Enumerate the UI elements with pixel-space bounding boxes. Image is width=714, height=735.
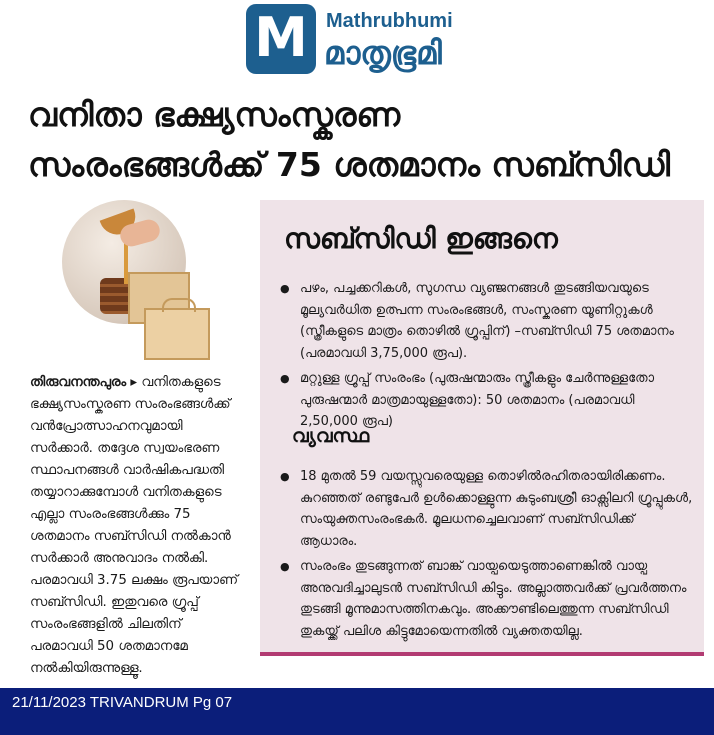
- dateline: തിരുവനന്തപുരം: [30, 375, 127, 390]
- list-item: ● സംരംഭം തുടങ്ങുന്നത് ബാങ്ക് വായ്പയെടുത്താണെങ്കിൽ വായ്പ അനുവദിച്ചാലുടൻ സബ്സിഡി കിട്ടും. അല്ലാത്തവർക്ക് പ്രവർത്തനം തുടങ്ങി മൂന്നുമാസത്തിനകവും. അക്കൗണ്ടിലെത്തുന്ന സബ്സിഡി തുകയ്ക്ക് പലിശ കിട്ടുമോയെന്നതിൽ വ്യക്തതയില്ല.: [274, 556, 694, 642]
- headline-line-1: വനിതാ ഭക്ഷ്യസംസ്കരണ: [28, 95, 401, 134]
- dateline-marker: ▸: [130, 375, 138, 390]
- headline-line-2: സംരംഭങ്ങൾക്ക് 75 ശതമാനം സബ്സിഡി: [28, 145, 671, 184]
- masthead-logo: [246, 4, 526, 76]
- article-text: വനിതകളുടെ ഭക്ഷ്യസംസ്കരണ സംരംഭങ്ങൾക്ക് വൻപ്രോത്സാഹനവുമായി സർക്കാർ. തദ്ദേശ സ്വയംഭരണ സ്ഥാപനങ്ങൾ വാർഷികപദ്ധതി തയ്യാറാക്കുമ്പോൾ വനിതകളുടെ എല്ലാ സംരംഭങ്ങൾക്കും 75 ശതമാനം സബ്സിഡി നൽകാൻ സർക്കാർ അനുവാദം നൽകി. പരമാവധി 3.75 ലക്ഷം രൂപയാണ് സബ്സിഡി. ഇതുവരെ ഗ്രൂപ്പ് സംരംഭങ്ങളിൽ ചിലതിന് പരമാവധി 50 ശതമാനമേ നൽകിയിരുന്നുള്ളൂ.: [30, 375, 238, 676]
- article-body: [30, 372, 246, 680]
- conditions-list: [274, 466, 694, 646]
- masthead-name-ml: മാതൃഭൂമി: [324, 34, 442, 72]
- logo-letter: M: [254, 6, 308, 69]
- info-box-title: സബ്സിഡി ഇങ്ങനെ: [284, 222, 558, 255]
- conditions-title: വ്യവസ്ഥ: [292, 425, 370, 447]
- footer-edition-label: 21/11/2023 TRIVANDRUM Pg 07: [12, 694, 233, 711]
- masthead-name-en: Mathrubhumi: [326, 10, 453, 32]
- list-item: ● പഴം, പച്ചക്കറികൾ, സുഗന്ധ വ്യഞ്ജനങ്ങൾ തുടങ്ങിയവയുടെ മൂല്യവർധിത ഉത്പന്ന സംരംഭങ്ങൾ, സംസ്കരണ യൂണിറ്റുകൾ (സ്ത്രീകളുടെ മാത്രം തൊഴിൽ ഗ്രൂപ്പിന്) –സബ്സിഡി 75 ശതമാനം (പരമാവധി 3,75,000 രൂപ).: [274, 278, 694, 364]
- headline: [28, 90, 708, 190]
- logo-mark: [246, 4, 316, 74]
- list-item: ● മറ്റുള്ള ഗ്രൂപ്പ് സംരംഭം (പുരുഷന്മാരും സ്ത്രീകളും ചേർന്നുള്ളതോ പുരുഷന്മാർ മാത്രമായുള്ളതോ): 50 ശതമാനം (പരമാവധി 2,50,000 രൂപ): [274, 368, 694, 433]
- bag-graphic: [144, 308, 210, 360]
- list-item: ● 18 മുതൽ 59 വയസ്സുവരെയുള്ള തൊഴിൽരഹിതരായിരിക്കണം. കുറഞ്ഞത് രണ്ടുപേർ ഉൾക്കൊള്ളുന്ന കുടുംബശ്രീ ഓക്സിലറി ഗ്രൂപ്പുകൾ, സംയുക്തസംരംഭകർ. മൂലധനച്ചെലവാണ് സബ്സിഡിക്ക് ആധാരം.: [274, 466, 694, 552]
- info-box-rule: [260, 652, 704, 656]
- footer-bar: [0, 688, 714, 735]
- subsidy-list: [274, 278, 694, 437]
- food-boxes-illustration: [120, 272, 212, 362]
